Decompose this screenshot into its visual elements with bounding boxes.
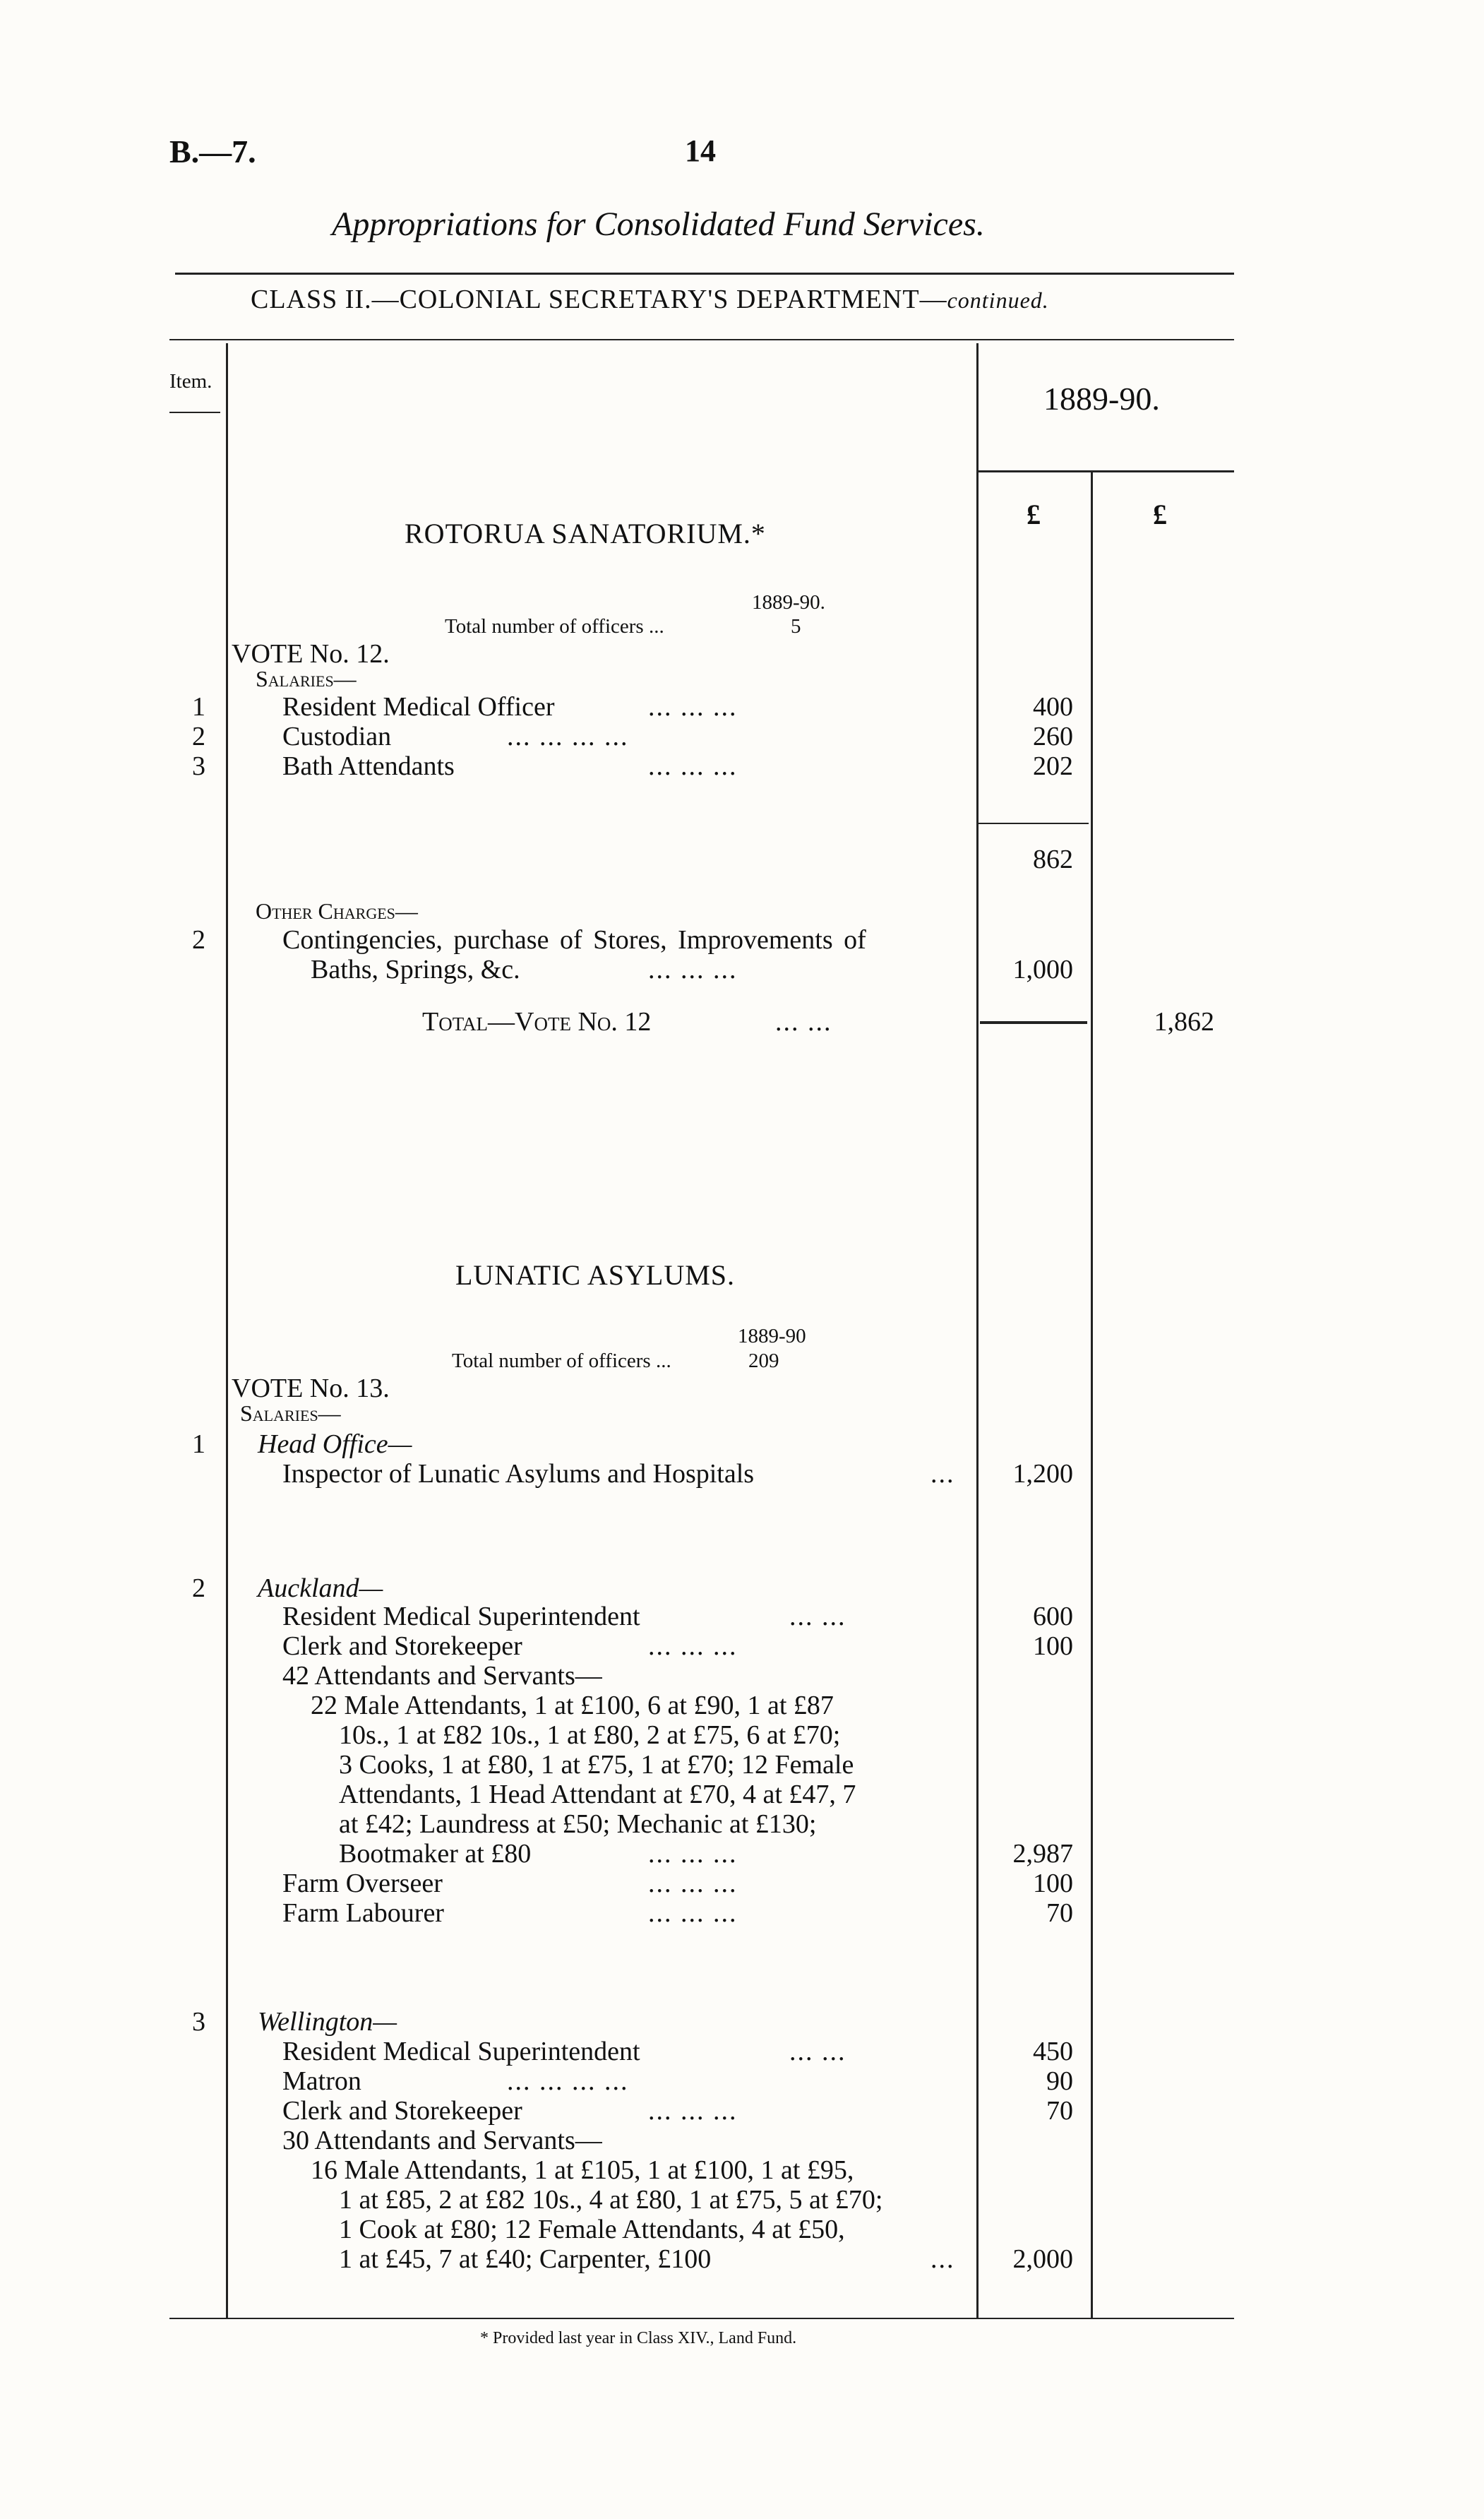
wellington-row-label: Clerk and Storekeeper	[282, 2096, 522, 2126]
auckland-row-label: Clerk and Storekeeper	[282, 1631, 522, 1661]
item-number: 2	[192, 925, 205, 955]
wellington-row-amount: 70	[1046, 2096, 1073, 2126]
col-rule-amount-mid	[1091, 472, 1093, 2318]
lunatic-salaries-heading: Salaries—	[240, 1400, 341, 1426]
rule-top	[175, 273, 1234, 275]
wellington-row-label: Matron	[282, 2066, 361, 2096]
pound-sign-column-1: £	[1027, 499, 1041, 530]
col-rule-item	[226, 343, 228, 2318]
rotorua-subtotal: 862	[1033, 845, 1073, 874]
rotorua-vote-heading: VOTE No. 12.	[232, 639, 390, 669]
leader-dots: ... ... ... ...	[507, 2066, 629, 2096]
auckland-attendants-line: Bootmaker at £80	[339, 1839, 532, 1869]
lunatic-officers-count: 209	[748, 1350, 779, 1372]
class-heading-continued: continued.	[947, 287, 1049, 313]
auckland-attendants-line: at £42; Laundress at £50; Mechanic at £130;	[339, 1809, 817, 1839]
wellington-row-amount: 90	[1046, 2066, 1073, 2096]
auckland-row-amount: 70	[1046, 1898, 1073, 1928]
leader-dots: ... ...	[789, 1602, 846, 1631]
wellington-attendants-line: 1 at £85, 2 at £82 10s., 4 at £80, 1 at £75, 5 at £70;	[339, 2185, 883, 2215]
footnote: * Provided last year in Class XIV., Land Fund.	[480, 2329, 797, 2347]
auckland-attendants-line: 3 Cooks, 1 at £80, 1 at £75, 1 at £70; 12 Female	[339, 1750, 854, 1780]
head-office-amount: 1,200	[1012, 1459, 1073, 1489]
section-title-rotorua: ROTORUA SANATORIUM.*	[405, 518, 766, 549]
item-number: 3	[192, 751, 205, 781]
leader-dots: ... ... ...	[648, 1839, 738, 1869]
document-ref: B.—7.	[169, 133, 256, 169]
auckland-attendants-heading: 42 Attendants and Servants—	[282, 1661, 602, 1691]
wellington-attendants-heading: 30 Attendants and Servants—	[282, 2126, 602, 2155]
leader-dots: ... ...	[789, 2037, 846, 2066]
head-office-label: Inspector of Lunatic Asylums and Hospitals	[282, 1459, 755, 1489]
item-number: 1	[192, 1429, 205, 1459]
lunatic-vote-heading: VOTE No. 13.	[232, 1374, 390, 1403]
salary-label: Bath Attendants	[282, 751, 455, 781]
item-number: 1	[192, 692, 205, 722]
leader-dots: ... ... ...	[648, 2096, 738, 2126]
auckland-attendants-line: Attendants, 1 Head Attendant at £70, 4 at £47, 7	[339, 1780, 856, 1809]
page-title: Appropriations for Consolidated Fund Services.	[332, 206, 985, 243]
wellington-row-label: Resident Medical Superintendent	[282, 2037, 640, 2066]
total-rule	[980, 1021, 1087, 1024]
other-charges-line-2: Baths, Springs, &c.	[311, 955, 520, 984]
rule-year-bottom	[976, 470, 1234, 472]
leader-dots: ... ... ...	[648, 692, 738, 722]
pound-sign-column-2: £	[1153, 499, 1167, 530]
auckland-row-label: Resident Medical Superintendent	[282, 1602, 640, 1631]
wellington-attendants-line: 1 Cook at £80; 12 Female Attendants, 4 at £50,	[339, 2215, 845, 2244]
auckland-attendants-line: 10s., 1 at £82 10s., 1 at £80, 2 at £75, 6 at £70;	[339, 1720, 841, 1750]
rotorua-officers-count: 5	[791, 615, 801, 638]
lunatic-officers-label: Total number of officers ...	[452, 1350, 671, 1372]
item-number: 3	[192, 2007, 205, 2037]
wellington-row-amount: 450	[1033, 2037, 1073, 2066]
auckland-row-amount: 100	[1033, 1631, 1073, 1661]
amount: 260	[1033, 722, 1073, 751]
salary-label: Custodian	[282, 722, 392, 751]
class-heading	[251, 284, 1049, 315]
rule-item-head	[169, 412, 220, 413]
auckland-heading: Auckland—	[258, 1573, 383, 1603]
wellington-attendants-line: 16 Male Attendants, 1 at £105, 1 at £100, 1 at £95,	[311, 2155, 854, 2185]
class-heading-main: CLASS II.—COLONIAL SECRETARY'S DEPARTMENT—	[251, 285, 947, 314]
lunatic-officers-year: 1889-90	[738, 1325, 806, 1347]
salary-label: Resident Medical Officer	[282, 692, 555, 722]
leader-dots: ... ... ...	[648, 1869, 738, 1898]
auckland-row-amount: 100	[1033, 1869, 1073, 1898]
section-title-lunatic: LUNATIC ASYLUMS.	[455, 1259, 736, 1291]
item-column-header: Item.	[169, 370, 213, 393]
rotorua-salaries-heading: Salaries—	[256, 666, 357, 691]
leader-dots: ...	[931, 2244, 955, 2274]
auckland-row-label: Farm Labourer	[282, 1898, 444, 1928]
leader-dots: ...	[931, 1459, 955, 1489]
rule-bottom	[169, 2318, 1234, 2319]
wellington-heading: Wellington—	[258, 2007, 397, 2037]
wellington-attendants-line: 1 at £45, 7 at £40; Carpenter, £100	[339, 2244, 712, 2274]
leader-dots: ... ... ...	[648, 1898, 738, 1928]
other-charges-amount: 1,000	[1012, 955, 1073, 984]
leader-dots: ... ... ...	[648, 955, 738, 984]
other-charges-line-1: Contingencies, purchase of Stores, Improvements of	[282, 925, 866, 955]
amount: 202	[1033, 751, 1073, 781]
auckland-row-amount: 600	[1033, 1602, 1073, 1631]
col-rule-amount-left	[976, 343, 979, 2318]
rotorua-total-label: Total—Vote No. 12	[422, 1007, 652, 1037]
leader-dots: ... ... ...	[648, 751, 738, 781]
auckland-row-label: Farm Overseer	[282, 1869, 443, 1898]
leader-dots: ... ... ...	[648, 1631, 738, 1661]
auckland-attendants-line: 22 Male Attendants, 1 at £100, 6 at £90, 1 at £87	[311, 1691, 834, 1720]
head-office-heading: Head Office—	[258, 1429, 412, 1459]
item-number: 2	[192, 722, 205, 751]
wellington-attendants-amount: 2,000	[1012, 2244, 1073, 2274]
auckland-attendants-amount: 2,987	[1012, 1839, 1073, 1869]
rotorua-total-amount: 1,862	[1154, 1007, 1214, 1037]
other-charges-heading: Other Charges—	[256, 898, 418, 924]
leader-dots: ... ... ... ...	[507, 722, 629, 751]
page-number: 14	[685, 133, 716, 168]
rotorua-officers-year: 1889-90.	[752, 591, 825, 614]
year-column-header: 1889-90.	[1043, 381, 1160, 417]
amount: 400	[1033, 692, 1073, 722]
rotorua-officers-label: Total number of officers ...	[445, 615, 664, 638]
leader-dots: ... ...	[775, 1007, 832, 1037]
item-number: 2	[192, 1573, 205, 1603]
rule-class	[169, 339, 1234, 340]
subtotal-rule	[979, 823, 1089, 824]
